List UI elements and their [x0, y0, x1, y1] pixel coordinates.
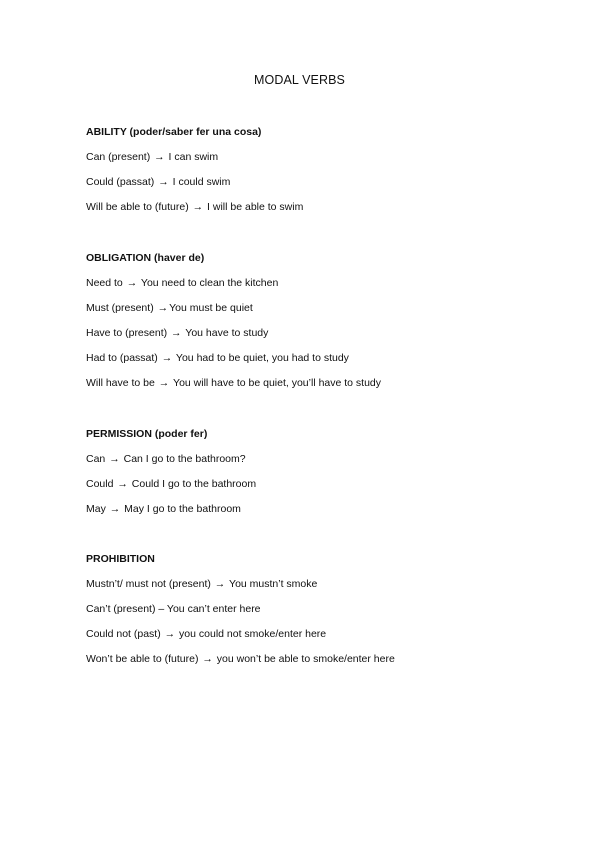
rule-example: You had to be quiet, you had to study — [173, 352, 349, 364]
rule-example: You need to clean the kitchen — [138, 277, 279, 289]
rule-line — [86, 452, 546, 466]
arrow-icon: → — [192, 201, 204, 213]
rule-line — [86, 477, 546, 491]
rule-example: You mustn’t smoke — [226, 578, 318, 590]
section-permission — [86, 427, 546, 527]
rule-form: Have to (present) — [86, 327, 171, 339]
section-obligation — [86, 251, 546, 401]
rule-line — [86, 577, 546, 591]
rule-line — [86, 351, 546, 365]
page-title: MODAL VERBS — [254, 73, 345, 87]
arrow-icon: → — [109, 453, 120, 465]
rule-form: Had to (passat) — [86, 352, 161, 364]
rule-example: You will have to be quiet, you’ll have to study — [170, 377, 382, 389]
rule-form: Could (passat) — [86, 176, 158, 188]
rule-form: Need to — [86, 277, 126, 289]
rule-form: Will be able to (future) — [86, 201, 192, 213]
arrow-icon: → — [126, 277, 138, 289]
section-heading: OBLIGATION (haver de) — [86, 252, 205, 264]
arrow-icon: → — [157, 302, 169, 314]
rule-form: Could — [86, 478, 117, 490]
rule-example: you won’t be able to smoke/enter here — [213, 653, 395, 665]
rule-line — [86, 627, 546, 641]
rule-form: Could not (past) — [86, 628, 164, 640]
arrow-icon: → — [214, 578, 226, 590]
section-heading: ABILITY (poder/saber fer una cosa) — [86, 126, 262, 138]
section-prohibition — [86, 552, 546, 677]
rule-example: You have to study — [182, 327, 269, 339]
rule-example: I will be able to swim — [204, 201, 304, 213]
rule-line — [86, 175, 546, 189]
arrow-icon: → — [158, 176, 169, 188]
rule-line — [86, 502, 546, 516]
rule-line — [86, 276, 546, 290]
rule-form: Will have to be — [86, 377, 158, 389]
rule-example: you could not smoke/enter here — [176, 628, 327, 640]
arrow-icon: → — [164, 628, 176, 640]
rule-form: Can (present) — [86, 151, 154, 163]
rule-example: I can swim — [165, 151, 219, 163]
arrow-icon: → — [154, 151, 165, 163]
rule-form: Can — [86, 453, 109, 465]
rule-form: Won’t be able to (future) — [86, 653, 202, 665]
rule-line — [86, 200, 546, 214]
rule-example: I could swim — [169, 176, 231, 188]
rule-example: You must be quiet — [169, 302, 253, 314]
rule-example: May I go to the bathroom — [121, 503, 241, 515]
rule-form: May — [86, 503, 109, 515]
rule-example: Could I go to the bathroom — [128, 478, 257, 490]
section-heading: PERMISSION (poder fer) — [86, 428, 208, 440]
arrow-icon: → — [171, 327, 182, 339]
arrow-icon: → — [202, 653, 213, 665]
rule-line — [86, 652, 546, 666]
rule-line — [86, 376, 546, 390]
arrow-icon: → — [158, 377, 170, 389]
rule-line: Can’t (present) – You can’t enter here — [86, 603, 261, 615]
section-ability — [86, 125, 546, 225]
rule-example: Can I go to the bathroom? — [120, 453, 246, 465]
rule-line — [86, 150, 546, 164]
section-heading: PROHIBITION — [86, 553, 155, 565]
rule-line — [86, 301, 546, 315]
arrow-icon: → — [117, 478, 128, 490]
rule-form: Must (present) — [86, 302, 157, 314]
rule-form: Mustn’t/ must not (present) — [86, 578, 214, 590]
rule-line — [86, 326, 546, 340]
arrow-icon: → — [161, 352, 173, 364]
arrow-icon: → — [109, 503, 121, 515]
